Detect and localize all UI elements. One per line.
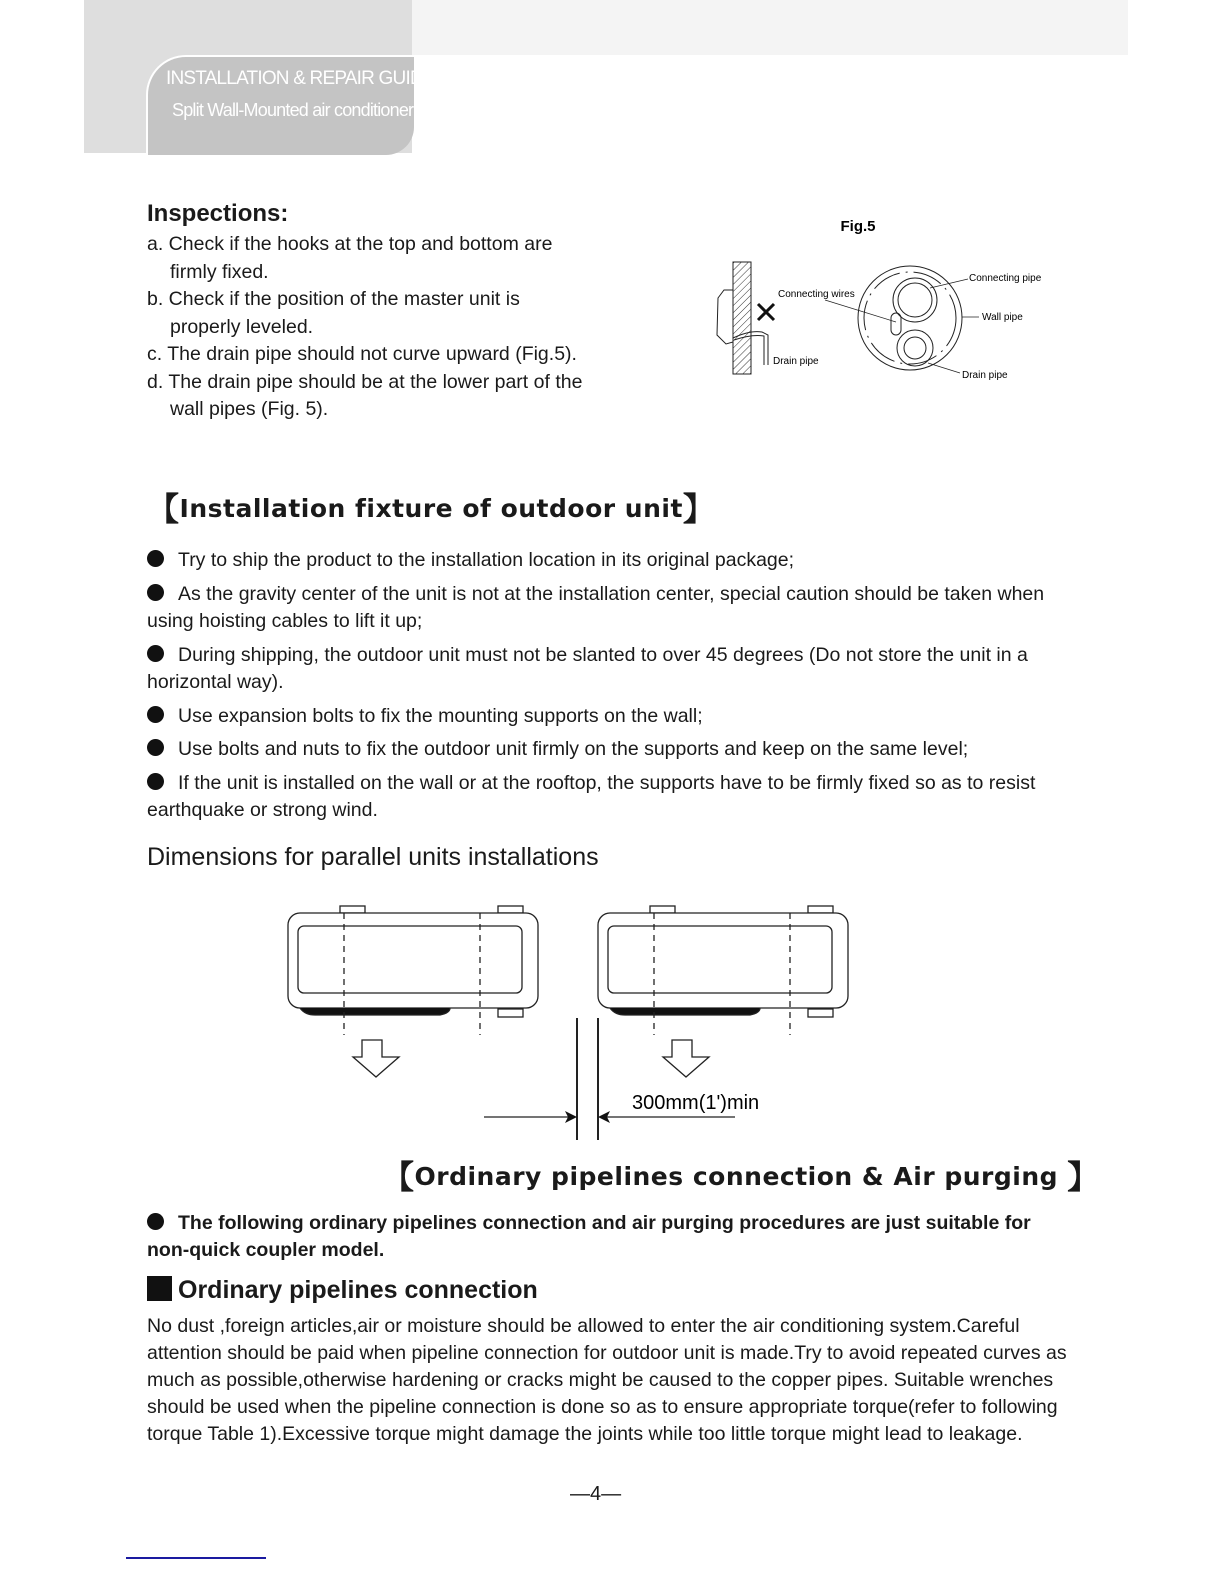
parallel-heading: Dimensions for parallel units installations	[147, 843, 599, 871]
bullet-icon	[147, 739, 164, 756]
bullet-icon	[147, 706, 164, 723]
pipelines-paragraph: No dust ,foreign articles,air or moisture should be allowed to enter the air conditioning system.Careful attention should be paid when pipeline connection for outdoor unit is made.Try to avoid repeated curves as much as possible,otherwise hardening or cracks might be caused to the copper pipes. Suitable wrenches should be used when the pipeline connection is done so as to ensure appropriate torque(refer to following torque Table 1).Excessive torque might damage the joints while too little torque might lead to leakage.	[147, 1315, 1067, 1445]
parallel-units-diagram	[280, 895, 900, 1140]
label-drain-pipe-2: Drain pipe	[962, 370, 1008, 381]
section-title-outdoor	[147, 484, 715, 530]
list-item: d. The drain pipe should be at the lower part of the wall pipes (Fig. 5).	[147, 370, 583, 420]
bullet-item	[147, 770, 1072, 825]
label-connecting-pipe: Connecting pipe	[969, 273, 1042, 284]
bullet-item	[147, 703, 1072, 731]
bullet-text: During shipping, the outdoor unit must not be slanted to over 45 degrees (Do not store the unit in a horizontal way).	[147, 643, 1028, 693]
bullet-text: Try to ship the product to the installation location in its original package;	[178, 549, 795, 571]
list-item: c. The drain pipe should not curve upward (Fig.5).	[147, 343, 577, 365]
bullet-item	[147, 547, 1072, 575]
section-title-pipelines	[382, 1152, 1100, 1198]
outdoor-unit-left	[288, 906, 538, 1077]
bullet-icon	[147, 773, 164, 790]
inspections-list	[147, 231, 587, 424]
dimension-label: 300mm(1')min	[632, 1092, 760, 1114]
square-bullet-icon	[147, 1276, 172, 1301]
bullet-item	[147, 736, 1072, 764]
guide-title: INSTALLATION & REPAIR GUIDE	[166, 68, 435, 89]
outdoor-bullets	[147, 547, 1072, 831]
bracket-close: 】	[682, 490, 716, 528]
bullet-text: If the unit is installed on the wall or at the rooftop, the supports have to be firmly fixed so as to resist earthquake or strong wind.	[147, 771, 1036, 821]
connecting-pipe	[893, 278, 937, 322]
indoor-unit	[717, 290, 733, 344]
fig5-title: Fig.5	[840, 218, 876, 235]
bullet-icon	[147, 550, 164, 567]
label-connecting-wires: Connecting wires	[778, 289, 855, 300]
bracket-close: 】	[1067, 1158, 1100, 1196]
bullet-icon	[147, 584, 164, 601]
page-number: —4—	[570, 1483, 622, 1505]
bullet-icon	[147, 645, 164, 662]
label-wall-pipe: Wall pipe	[982, 312, 1023, 323]
note-bullet	[147, 1210, 1072, 1264]
bullet-item	[147, 581, 1072, 636]
list-item: b. Check if the position of the master unit is properly leveled.	[147, 288, 520, 338]
footer-rule	[126, 1557, 266, 1559]
fig5-diagram	[690, 200, 1070, 400]
bullet-text: Use expansion bolts to fix the mounting supports on the wall;	[178, 704, 703, 727]
drain-pipe-circle	[897, 330, 933, 366]
wall-pipe-outer	[858, 266, 962, 370]
subsection-text: Ordinary pipelines connection	[178, 1276, 538, 1304]
label-drain-pipe: Drain pipe	[773, 356, 819, 367]
bracket-open: 【	[382, 1158, 415, 1196]
subsection-heading	[147, 1276, 538, 1305]
note-text: The following ordinary pipelines connection and air purging procedures are just suitable for non-quick coupler model.	[147, 1212, 1031, 1261]
inspections-heading: Inspections:	[147, 200, 289, 227]
list-item: a. Check if the hooks at the top and bottom are firmly fixed.	[147, 233, 553, 283]
outdoor-unit-right	[598, 906, 848, 1077]
guide-subtitle: Split Wall-Mounted air conditioner	[172, 100, 414, 120]
header-strip	[412, 0, 1128, 55]
section-title-text: Ordinary pipelines connection & Air purging	[414, 1162, 1059, 1191]
bullet-item	[147, 642, 1072, 697]
bullet-icon	[147, 1213, 164, 1230]
bracket-open: 【	[147, 490, 180, 528]
section-title-text: Installation fixture of outdoor unit	[179, 494, 683, 523]
bullet-text: Use bolts and nuts to fix the outdoor unit firmly on the supports and keep on the same level;	[178, 738, 969, 760]
bullet-text: As the gravity center of the unit is not at the installation center, special caution should be taken when using hoisting cables to lift it up;	[147, 582, 1045, 632]
wall	[733, 262, 751, 374]
wrong-x-icon	[758, 304, 774, 320]
wall-pipe-inner	[864, 272, 956, 364]
